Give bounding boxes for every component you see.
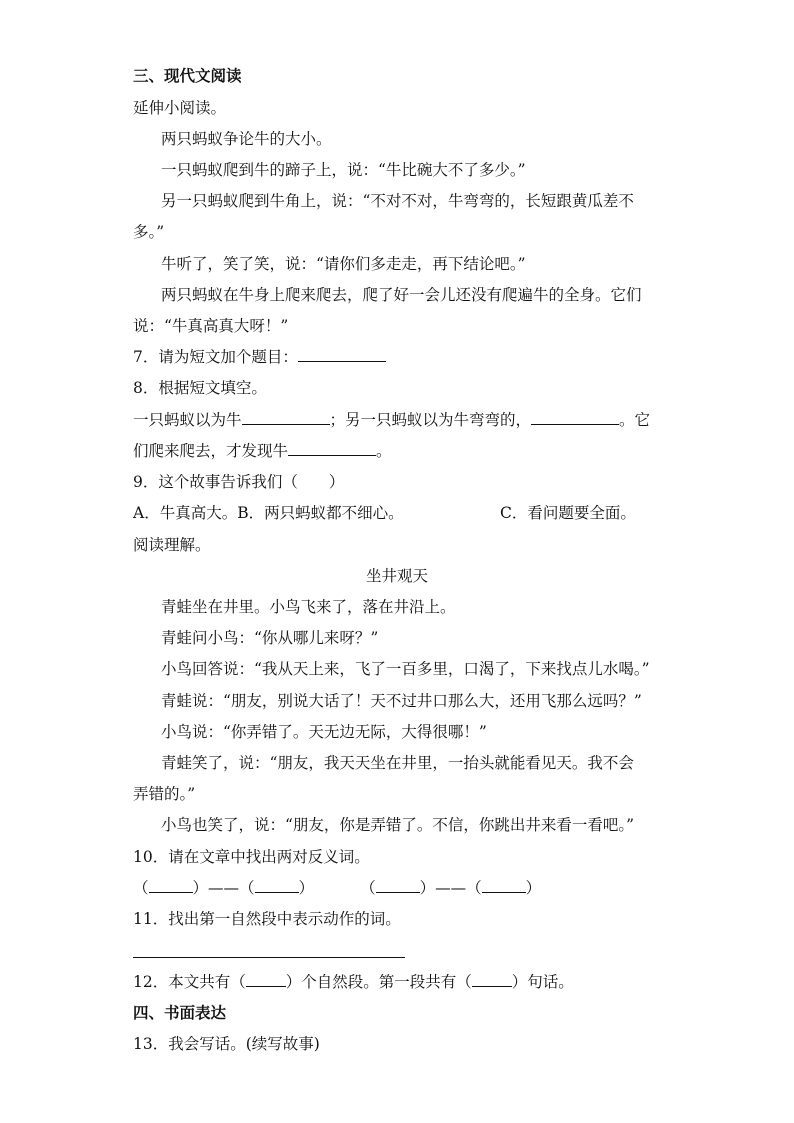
answer-blank-q8-3[interactable] <box>288 441 376 456</box>
passage1-line: 牛听了，笑了笑，说：“请你们多走走，再下结论吧。” <box>161 255 526 273</box>
close-paren: ） <box>192 879 209 897</box>
passage2-line: 小鸟回答说：“我从天上来，飞了一百多里，口渴了，下来找点儿水喝。” <box>161 660 650 678</box>
passage2-line: 青蛙坐在井里。小鸟飞来了，落在井沿上。 <box>161 598 456 616</box>
answer-blank-q7[interactable] <box>298 347 386 362</box>
q12-text-b: ）个自然段。第一段共有（ <box>285 973 472 991</box>
question-8: 8．根据短文填空。 <box>133 379 267 397</box>
open-paren: （ <box>133 879 149 897</box>
question-7-text: 7．请为短文加个题目： <box>133 348 298 366</box>
open-paren: （ <box>239 879 255 897</box>
option-b[interactable]: B．两只蚂蚁都不细心。 <box>237 504 404 522</box>
question-9: 9．这个故事告诉我们（ ） <box>133 473 345 491</box>
passage2-title: 坐井观天 <box>365 567 428 585</box>
question-11: 11．找出第一自然段中表示动作的词。 <box>133 910 401 928</box>
passage1-line: 一只蚂蚁爬到牛的蹄子上，说：“牛比碗大不了多少。” <box>161 161 526 179</box>
answer-blank-q10-1[interactable] <box>149 878 193 893</box>
open-paren: （ <box>360 879 376 897</box>
section-heading-writing: 四、书面表达 <box>133 1003 227 1022</box>
answer-blank-q10-2[interactable] <box>255 878 299 893</box>
open-paren: （ <box>466 879 482 897</box>
question-8-line2 <box>133 441 392 461</box>
passage1-line: 两只蚂蚁争论牛的大小。 <box>161 130 332 148</box>
passage2-intro: 阅读理解。 <box>133 536 211 554</box>
section-heading-reading: 三、现代文阅读 <box>133 66 242 85</box>
passage2-line: 青蛙问小鸟：“你从哪儿来呀？” <box>161 629 379 647</box>
passage2-line: 小鸟也笑了，说：“朋友，你是弄错了。不信，你跳出井来看一看吧。” <box>161 816 635 834</box>
answer-blank-q10-4[interactable] <box>482 878 526 893</box>
answer-blank-q8-1[interactable] <box>242 410 330 425</box>
pair-dash: —— <box>208 879 240 897</box>
passage1-line: 两只蚂蚁在牛身上爬来爬去，爬了好一会儿还没有爬遍牛的全身。它们 <box>161 286 642 304</box>
option-c[interactable]: C．看问题要全面。 <box>500 504 636 522</box>
antonym-pair-2 <box>360 878 541 898</box>
passage2-line: 青蛙说：“朋友，别说大话了！天不过井口那么大，还用飞那么远吗？” <box>161 692 642 710</box>
question-10-answer-row <box>133 878 541 898</box>
close-paren: ） <box>298 879 315 897</box>
question-13: 13．我会写话。(续写故事) <box>133 1035 320 1053</box>
question-12 <box>133 972 574 992</box>
q8-text-c: 。它 <box>619 411 651 429</box>
question-10: 10．请在文章中找出两对反义词。 <box>133 848 370 866</box>
answer-blank-q12-2[interactable] <box>472 972 512 987</box>
passage1-intro: 延伸小阅读。 <box>133 99 227 117</box>
passage1-line: 说：“牛真高真大呀！” <box>133 317 289 335</box>
q8-text-a: 一只蚂蚁以为牛 <box>133 411 242 429</box>
q8-text-b: ；另一只蚂蚁以为牛弯弯的， <box>329 411 532 429</box>
passage2-line: 青蛙笑了，说：“朋友，我天天坐在井里，一抬头就能看见天。我不会 <box>161 754 634 772</box>
q12-text-c: ）句话。 <box>511 973 574 991</box>
answer-line-q11[interactable] <box>133 957 405 958</box>
passage2-line: 小鸟说：“你弄错了。天无边无际，大得很哪！” <box>161 723 487 741</box>
passage1-line: 另一只蚂蚁爬到牛角上，说：“不对不对，牛弯弯的，长短跟黄瓜差不 <box>161 192 634 210</box>
q8-text-e: 。 <box>376 442 392 460</box>
q12-text-a: 12．本文共有（ <box>133 973 246 991</box>
close-paren: ） <box>419 879 436 897</box>
q8-text-d: 们爬来爬去，才发现牛 <box>133 442 289 460</box>
question-7 <box>133 347 386 367</box>
close-paren: ） <box>525 879 542 897</box>
question-9-options <box>133 503 404 523</box>
answer-blank-q8-2[interactable] <box>531 410 619 425</box>
pair-dash: —— <box>435 879 467 897</box>
passage1-line: 多。” <box>133 223 165 241</box>
answer-blank-q12-1[interactable] <box>246 972 286 987</box>
passage2-line: 弄错的。” <box>133 785 196 803</box>
answer-blank-q10-3[interactable] <box>376 878 420 893</box>
antonym-pair-1 <box>133 878 314 898</box>
option-a[interactable]: A．牛真高大。 <box>133 504 238 522</box>
question-8-line1 <box>133 410 650 430</box>
